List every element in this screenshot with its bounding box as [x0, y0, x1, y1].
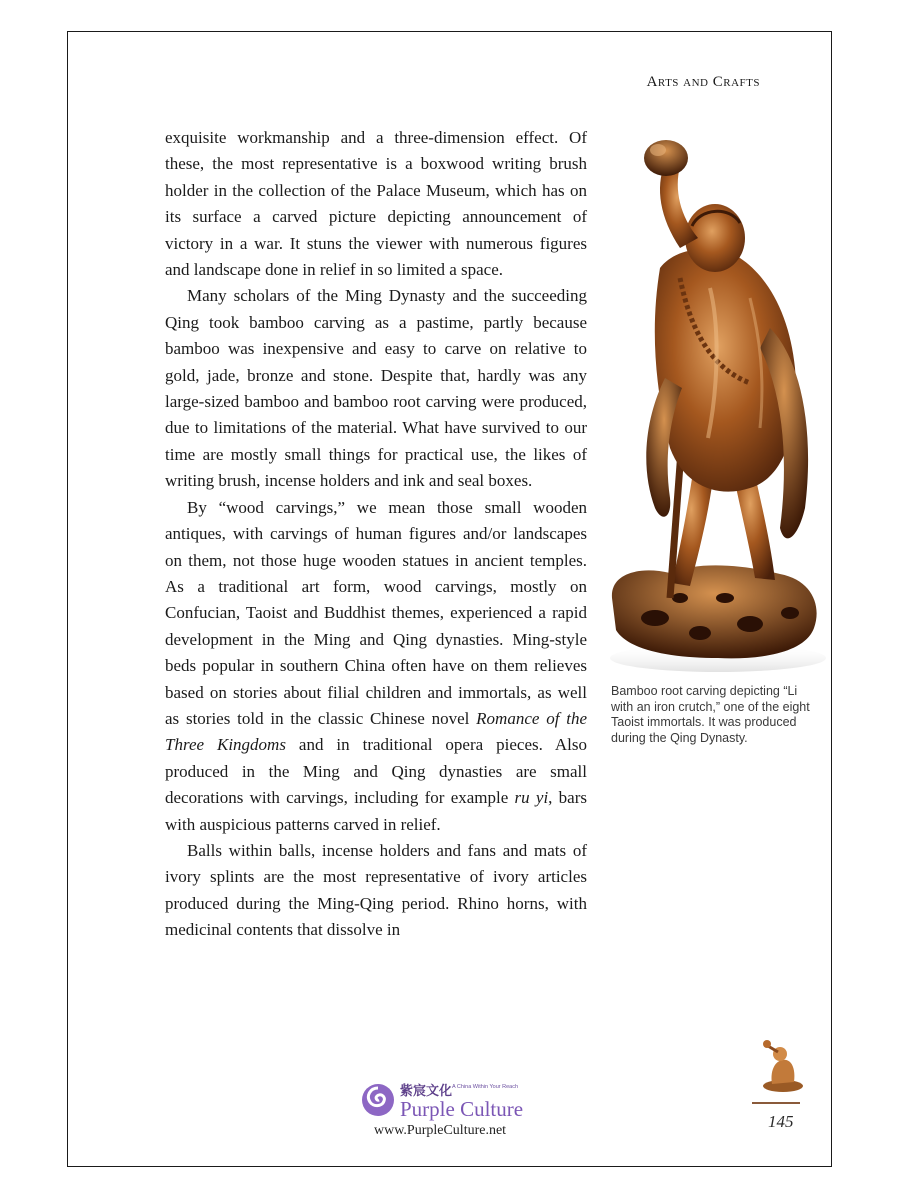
paragraph-3-text-a: By “wood carvings,” we mean those small wooden antiques, with carvings of human figures and/or landscapes on them, not those huge wooden statues in ancient temples. As a traditional art form, wood carvings, mostly on Confucian, Taoist and Buddhist themes, experienced a rapid development in the Ming and Qing dynasties. Ming-style beds popular in southern China often have on them relieves based on stories about filial children and immortals, as well as stories told in the classic Chinese novel: [165, 497, 587, 728]
paragraph-3-text-b: and in traditional opera pieces. Also produced in the Ming and Qing dynasties are small decorations with carvings, including for example: [165, 735, 587, 808]
carving-thumbnail-icon: [758, 1034, 808, 1094]
logo-brand-name: Purple Culture: [400, 1097, 524, 1121]
page-number: 145: [768, 1112, 794, 1131]
body-text: [165, 125, 587, 944]
logo-tagline: A China Within Your Reach: [452, 1084, 519, 1090]
ruyi-term: ru yi: [514, 788, 549, 808]
logo-chinese-name: 紫宸文化: [400, 1084, 453, 1099]
figure-caption: Bamboo root carving depicting “Li with an iron crutch,” one of the eight Taoist immortals. It was produced during the Qing Dynasty.: [611, 684, 810, 745]
paragraph-4: Balls within balls, incense holders and fans and mats of ivory splints are the most representative of ivory articles produced during the Ming-Qing period. Rhino horns, with medicinal contents that dissolve in: [165, 840, 587, 940]
novel-title: Romance of the Three Kingdoms: [165, 708, 587, 755]
paragraph-1: exquisite workmanship and a three-dimension effect. Of these, the most representative is a boxwood writing brush holder in the collection of the Palace Museum, which has on its surface a carved picture depicting announcement of victory in a war. It stuns the viewer with numerous figures and landscape done in relief in so limited a space.: [165, 128, 587, 280]
paragraph-3-text-c: , bars with auspicious patterns carved in relief.: [165, 788, 587, 834]
running-header: Arts and Crafts: [646, 74, 760, 90]
purple-culture-logo: [360, 1078, 560, 1142]
bamboo-carving-image: [600, 128, 828, 680]
paragraph-2: Many scholars of the Ming Dynasty and the succeeding Qing took bamboo carving as a pastime, partly because bamboo was inexpensive and easy to carve on relative to gold, jade, bronze and stone. Despite that, hardly was any large-sized bamboo and bamboo root carving were produced, due to limitations of the material. What have survived to our time are mostly small things for practical use, the likes of writing brush, incense holders and ink and seal boxes.: [165, 286, 587, 491]
page-number-rule: [752, 1102, 800, 1104]
paragraph-3: [165, 495, 587, 838]
swirl-logo-icon: [360, 1080, 396, 1120]
logo-url: www.PurpleCulture.net: [374, 1123, 507, 1138]
